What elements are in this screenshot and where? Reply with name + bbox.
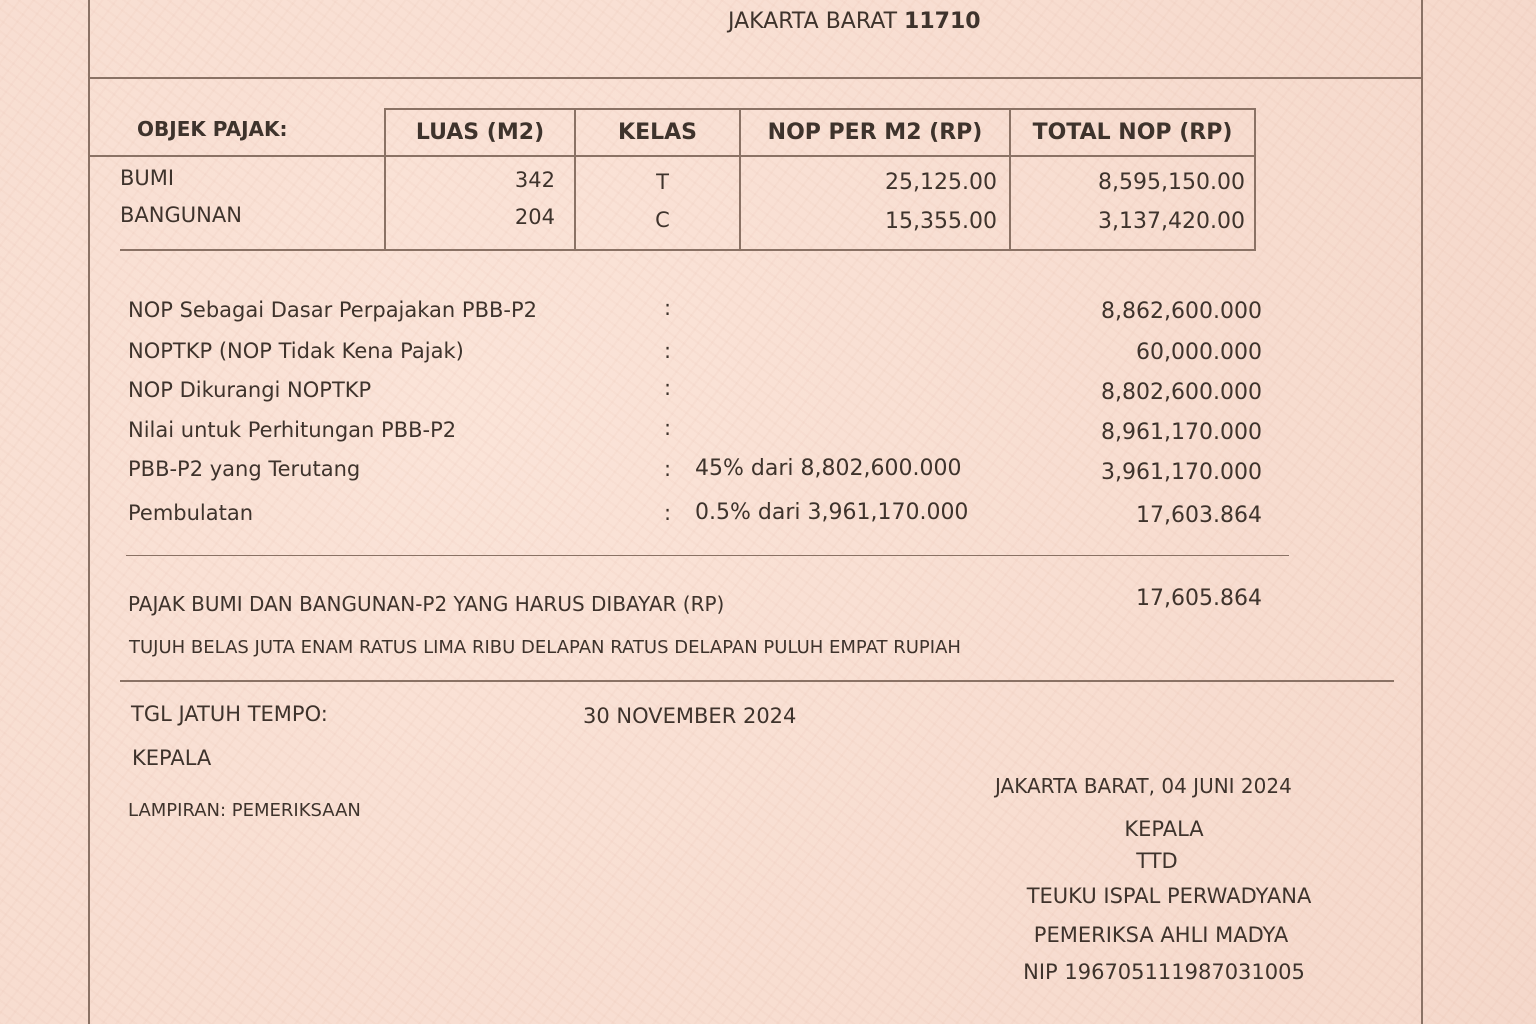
calc-value: 8,802,600.000 [1101, 380, 1262, 405]
ttd-label: TTD [1136, 849, 1178, 873]
signer-title: PEMERIKSA AHLI MADYA [1033, 923, 1289, 947]
row-label: BANGUNAN [120, 203, 242, 227]
table-top-border [384, 108, 1256, 110]
due-date-value: 30 NOVEMBER 2024 [583, 704, 797, 728]
calc-label: NOP Sebagai Dasar Perpajakan PBB-P2 [128, 298, 537, 322]
total-divider [126, 555, 1289, 556]
calc-value: 8,862,600.000 [1101, 299, 1262, 324]
column-header-kelas: KELAS [618, 120, 697, 145]
frame-left-border [88, 0, 90, 1024]
total-in-words: TUJUH BELAS JUTA ENAM RATUS LIMA RIBU DELAPAN RATUS DELAPAN PULUH EMPAT RUPIAH [129, 637, 961, 658]
calc-label: Pembulatan [128, 501, 254, 525]
lampiran-label: LAMPIRAN: PEMERIKSAAN [128, 800, 361, 821]
table-col-sep-5 [1254, 108, 1256, 251]
calc-label: PBB-P2 yang Terutang [128, 457, 361, 481]
calc-value: 17,603.864 [1136, 503, 1262, 528]
calc-colon: : [664, 296, 672, 320]
calc-value: 3,961,170.000 [1101, 460, 1262, 485]
row-total-nop: 3,137,420.00 [1098, 209, 1245, 234]
row-luas: 342 [514, 168, 555, 192]
column-header-nop-per-m2: NOP PER M2 (RP) [767, 120, 983, 145]
table-header-border [90, 155, 1256, 157]
calc-value: 60,000.000 [1136, 340, 1262, 365]
row-nop-per-m2: 15,355.00 [885, 209, 997, 234]
calc-value: 8,961,170.000 [1101, 420, 1262, 445]
kepala-left: KEPALA [132, 746, 212, 770]
calc-colon: : [664, 457, 672, 481]
header-city: JAKARTA BARAT [728, 9, 898, 34]
calc-colon: : [664, 416, 672, 440]
total-value: 17,605.864 [1136, 586, 1262, 611]
footer-divider [120, 680, 1394, 682]
row-kelas: T [656, 170, 669, 194]
header-address [728, 9, 981, 34]
calc-note: 0.5% dari 3,961,170.000 [695, 500, 969, 525]
signer-name: TEUKU ISPAL PERWADYANA [1026, 884, 1312, 908]
column-header-total-nop: TOTAL NOP (RP) [1032, 120, 1233, 145]
row-label: BUMI [120, 166, 175, 190]
header-divider [88, 77, 1423, 79]
row-nop-per-m2: 25,125.00 [885, 170, 997, 195]
header-postal-code: 11710 [904, 9, 981, 34]
total-label: PAJAK BUMI DAN BANGUNAN-P2 YANG HARUS DIBAYAR (RP) [128, 592, 725, 616]
place-date: JAKARTA BARAT, 04 JUNI 2024 [995, 774, 1292, 798]
kepala-right: KEPALA [1124, 817, 1204, 841]
calc-label: Nilai untuk Perhitungan PBB-P2 [128, 418, 457, 442]
due-date-label: TGL JATUH TEMPO: [131, 702, 328, 726]
calc-colon: : [664, 339, 672, 363]
table-bottom-border [120, 249, 1256, 251]
frame-right-border [1421, 0, 1423, 1024]
row-total-nop: 8,595,150.00 [1098, 170, 1245, 195]
objek-pajak-title: OBJEK PAJAK: [137, 117, 288, 141]
column-header-luas: LUAS (M2) [415, 120, 545, 145]
calc-label: NOPTKP (NOP Tidak Kena Pajak) [128, 339, 464, 363]
signer-nip: NIP 196705111987031005 [1023, 960, 1305, 984]
calc-label: NOP Dikurangi NOPTKP [128, 378, 372, 402]
calc-colon: : [664, 501, 672, 525]
row-kelas: C [655, 208, 670, 232]
calc-note: 45% dari 8,802,600.000 [695, 456, 962, 481]
calc-colon: : [664, 376, 672, 400]
row-luas: 204 [514, 205, 555, 229]
